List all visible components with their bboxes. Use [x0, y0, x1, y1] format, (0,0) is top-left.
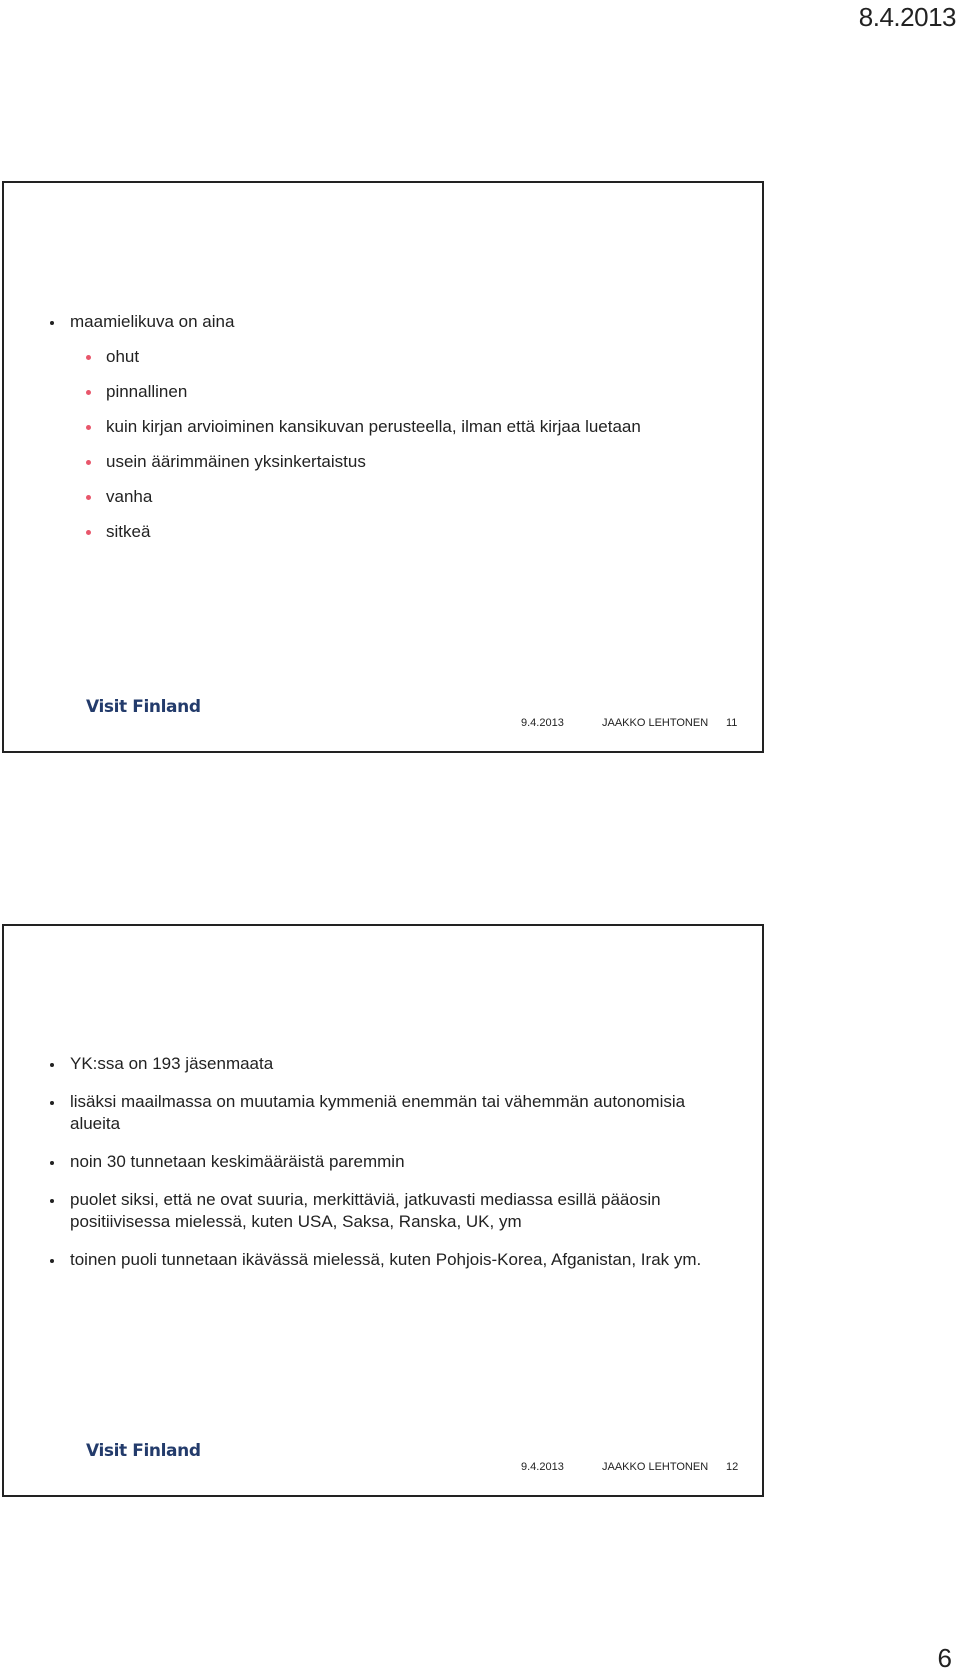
slide-footer: [4, 1425, 762, 1495]
page-number: 6: [937, 1643, 952, 1673]
bullet-icon: [50, 1199, 54, 1203]
list-item: [46, 1151, 722, 1173]
bullet-icon: [86, 425, 91, 430]
list-item: [46, 1249, 722, 1271]
list-item-text: vanha: [106, 487, 153, 506]
bullet-icon: [86, 495, 91, 500]
list-item: [46, 1189, 722, 1233]
list-item: [46, 416, 722, 438]
footer-author: JAAKKO LEHTONEN: [602, 1461, 709, 1473]
footer-date: 9.4.2013: [521, 1461, 564, 1473]
list-item-text: pinnallinen: [106, 382, 188, 401]
bullet-icon: [86, 390, 91, 395]
slide-number: 11: [726, 717, 738, 729]
list-item: [46, 521, 722, 543]
bullet-icon: [86, 355, 91, 360]
slide-number: 12: [726, 1461, 739, 1473]
page-date: 8.4.2013: [858, 2, 956, 32]
list-item-text: lisäksi maailmassa on muutamia kymmeniä enemmän tai vähemmän autonomisia alueita: [70, 1092, 686, 1133]
footer-date: 9.4.2013: [521, 717, 564, 729]
list-item-text: usein äärimmäinen yksinkertaistus: [106, 452, 366, 471]
list-item: [46, 486, 722, 508]
visit-finland-logo: Visit Finland: [86, 697, 201, 717]
list-item: [46, 311, 722, 333]
list-item-text: puolet siksi, että ne ovat suuria, merkittäviä, jatkuvasti mediassa esillä pääosin positiivisessa mielessä, kuten USA, Saksa, Ranska, UK, ym: [70, 1190, 661, 1231]
list-item: [46, 346, 722, 368]
bullet-icon: [86, 530, 91, 535]
bullet-icon: [50, 1259, 54, 1263]
list-item: [46, 381, 722, 403]
list-item: [46, 1091, 722, 1135]
list-item-text: kuin kirjan arvioiminen kansikuvan perusteella, ilman että kirjaa luetaan: [106, 417, 641, 436]
bullet-icon: [50, 321, 54, 325]
slide-11: [2, 181, 764, 753]
list-item-text: sitkeä: [106, 522, 151, 541]
list-item: [46, 1053, 722, 1075]
list-item-text: YK:ssa on 193 jäsenmaata: [70, 1054, 274, 1073]
bullet-list: [46, 1053, 722, 1287]
list-item: [46, 451, 722, 473]
footer-author: JAAKKO LEHTONEN: [602, 717, 709, 729]
list-item-text: noin 30 tunnetaan keskimääräistä paremmin: [70, 1152, 405, 1171]
bullet-icon: [50, 1161, 54, 1165]
visit-finland-logo: Visit Finland: [86, 1441, 201, 1461]
list-item-text: ohut: [106, 347, 140, 366]
slide-12: [2, 924, 764, 1497]
list-item-text: toinen puoli tunnetaan ikävässä mielessä, kuten Pohjois-Korea, Afganistan, Irak ym.: [70, 1250, 702, 1269]
slide-footer: [4, 681, 762, 751]
bullet-icon: [86, 460, 91, 465]
bullet-icon: [50, 1063, 54, 1067]
bullet-icon: [50, 1101, 54, 1105]
bullet-list: [46, 311, 722, 543]
list-item-text: maamielikuva on aina: [70, 312, 235, 331]
